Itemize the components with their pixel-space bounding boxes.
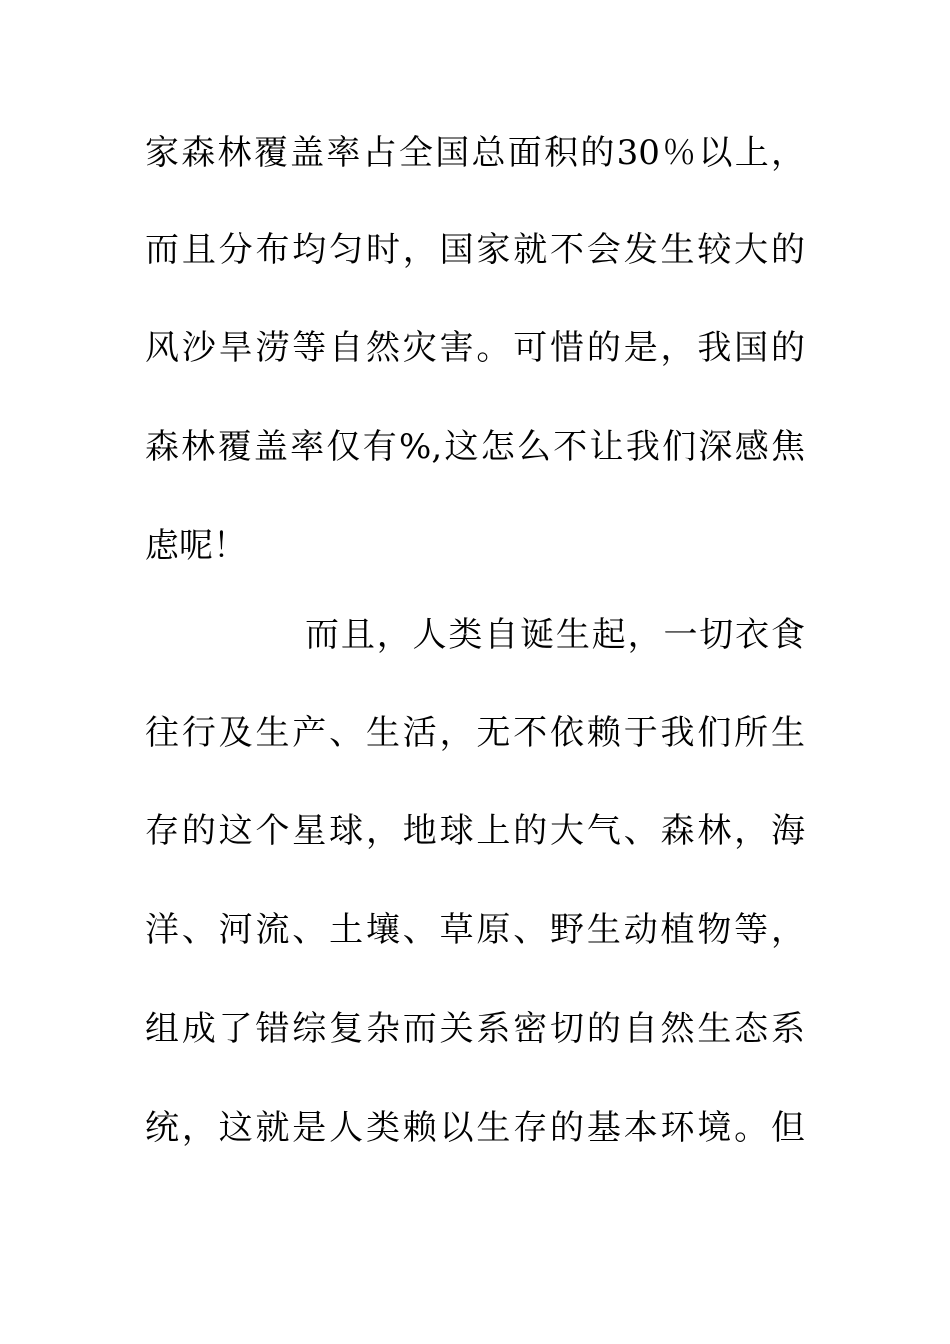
text-line: 往行及生产、生活，无不依赖于我们所生 (145, 713, 805, 753)
text-line: 统，这就是人类赖以生存的基本环境。但 (145, 1108, 805, 1148)
text-line: 虑呢！ (145, 526, 247, 566)
text-line: 存的这个星球，地球上的大气、森林，海 (145, 811, 805, 851)
text-line: 森林覆盖率仅有%,这怎么不让我们深感焦 (145, 427, 805, 467)
text-line: 组成了错综复杂而关系密切的自然生态系 (145, 1009, 805, 1049)
paragraph-first-line: 而且，人类自诞生起，一切衣食 (305, 615, 805, 655)
text-line: 而且分布均匀时，国家就不会发生较大的 (145, 230, 805, 270)
text-line: 风沙旱涝等自然灾害。可惜的是，我国的 (145, 328, 805, 368)
text-line: 家森林覆盖率占全国总面积的30％以上， (145, 133, 805, 173)
text-line: 洋、河流、土壤、草原、野生动植物等， (145, 910, 805, 950)
